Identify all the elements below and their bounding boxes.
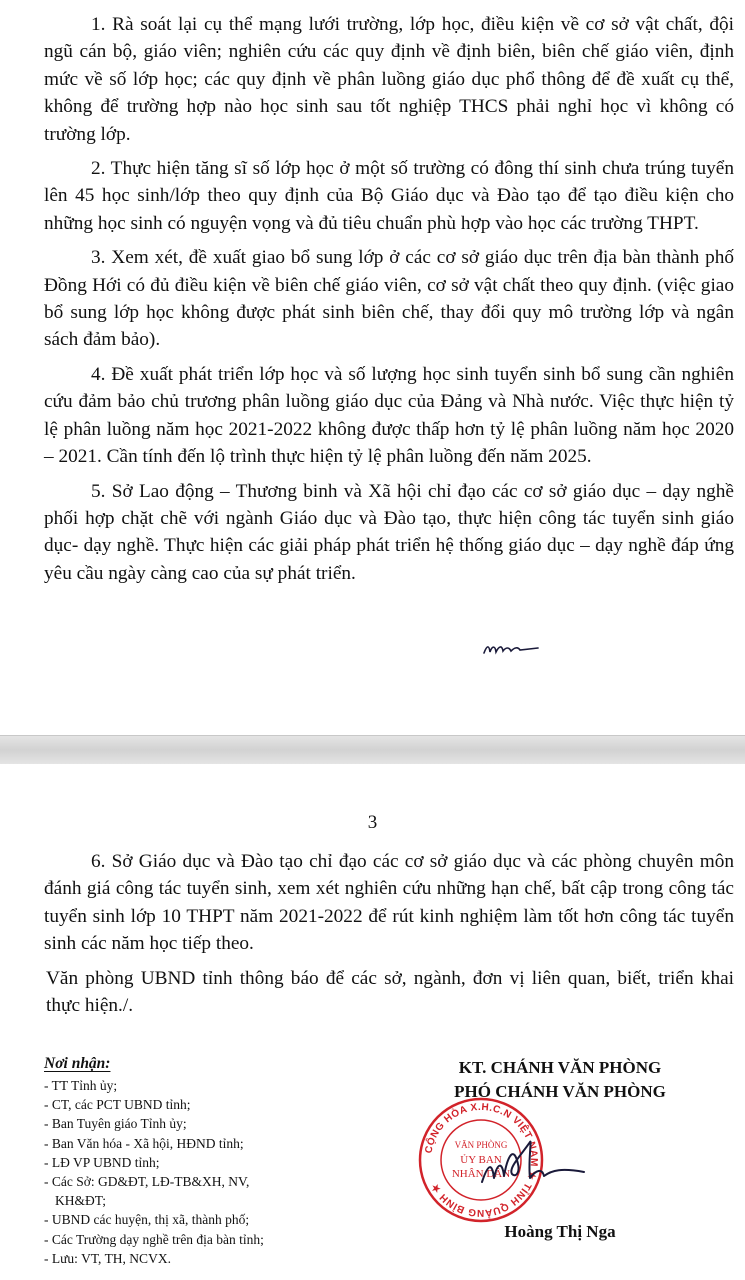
signature-title-line-1: KT. CHÁNH VĂN PHÒNG: [458, 1058, 662, 1077]
paragraph-item-1: 1. Rà soát lại cụ thể mạng lưới trường, lớp học, điều kiện về cơ sở vật chất, đội ngũ cán bộ, giáo viên; nghiên cứu các quy định về định biên, biên chế giáo viên, định mức về số lớp học; các quy định về phân luồng giáo dục phổ thông để đề xuất cụ thể, không để trường hợp nào học sinh sau tốt nghiệp THCS phải nghỉ học vì không có trường lớp.: [44, 14, 734, 145]
svg-text:ỦY BAN: ỦY BAN: [460, 1154, 502, 1166]
recipient-item: - UBND các huyện, thị xã, thành phố;: [44, 1212, 250, 1228]
initials-mark: [482, 635, 540, 659]
page1-body: [44, 11, 734, 594]
document-page-3: [0, 764, 745, 1280]
recipient-item: - LĐ VP UBND tỉnh;: [44, 1154, 160, 1170]
signature-title-line-2: PHÓ CHÁNH VĂN PHÒNG: [454, 1082, 666, 1101]
recipients-list: [44, 1054, 384, 1268]
recipient-item: - Lưu: VT, TH, NCVX.: [44, 1250, 171, 1266]
recipient-item: - Các Sở: GD&ĐT, LĐ-TB&XH, NV,: [44, 1174, 250, 1190]
paragraph-item-5: 5. Sở Lao động – Thương binh và Xã hội chỉ đạo các cơ sở giáo dục – dạy nghề phối hợp chặt chẽ với ngành Giáo dục và Đào tạo, thực hiện công tác tuyển sinh giáo dục- dạy nghề. Thực hiện các giải pháp phát triển hệ thống giáo dục – dạy nghề đáp ứng yêu cầu ngày càng cao của sự phát triển.: [44, 480, 734, 584]
recipient-item: KH&ĐT;: [55, 1193, 107, 1209]
paragraph-item-2: 2. Thực hiện tăng sĩ số lớp học ở một số trường có đông thí sinh chưa trúng tuyển lên 45 học sinh/lớp theo quy định của Bộ Giáo dục và Đào tạo để tạo điều kiện cho những học sinh có nguyện vọng và đủ tiêu chuẩn phù hợp vào học các trường THPT.: [44, 158, 734, 234]
recipient-item: - TT Tỉnh ủy;: [44, 1078, 118, 1093]
svg-text:CỘNG HÒA X.H.C.N VIỆT NAM ★ TỈ: CỘNG HÒA X.H.C.N VIỆT NAM ★ TỈNH QUẢNG BÌNH ★: [423, 1101, 540, 1219]
recipient-item: - CT, các PCT UBND tỉnh;: [44, 1097, 191, 1113]
paragraph-item-4: 4. Đề xuất phát triển lớp học và số lượng học sinh tuyển sinh bổ sung cần nghiên cứu đảm bảo chủ trương phân luồng giáo dục của Đảng và Nhà nước. Việc thực hiện tỷ lệ phân luồng năm học 2021-2022 không được thấp hơn tỷ lệ phân luồng năm học 2020 – 2021. Cần tính đến lộ trình thực hiện tỷ lệ phân luồng đến năm 2025.: [44, 363, 734, 468]
handwritten-signature: [478, 1134, 588, 1194]
closing-paragraph: Văn phòng UBND tỉnh thông báo để các sở, ngành, đơn vị liên quan, biết, triển khai thực hiện./.: [46, 967, 734, 1017]
page-number: 3: [367, 812, 378, 833]
svg-text:NHÂN DÂN: NHÂN DÂN: [451, 1168, 511, 1180]
page-separator: [0, 735, 745, 765]
recipient-item: - Ban Văn hóa - Xã hội, HĐND tỉnh;: [44, 1135, 244, 1151]
paragraph-item-3: 3. Xem xét, đề xuất giao bổ sung lớp ở các cơ sở giáo dục trên địa bàn thành phố Đồng Hới có đủ điều kiện về biên chế giáo viên, cơ sở vật chất theo quy định. (việc giao bổ sung lớp học không được phát sinh biên chế, thay đổi quy mô trường lớp và ngân sách đảm bảo).: [44, 247, 734, 351]
recipient-item: - Các Trường dạy nghề trên địa bàn tỉnh;: [44, 1231, 264, 1247]
signer-name: Hoàng Thị Nga: [504, 1222, 616, 1241]
paragraph-item-6: 6. Sở Giáo dục và Đào tạo chỉ đạo các cơ sở giáo dục và các phòng chuyên môn đánh giá công tác tuyển sinh, xem xét nghiên cứu những hạn chế, bất cập trong công tác tuyển sinh lớp 10 THPT năm 2021-2022 để rút kinh nghiệm làm tốt hơn công tác tuyển sinh các năm học tiếp theo.: [44, 851, 734, 955]
page2-body: [44, 848, 734, 1026]
recipients-title: Nơi nhận:: [44, 1055, 111, 1072]
recipient-item: - Ban Tuyên giáo Tỉnh ủy;: [44, 1116, 187, 1132]
svg-text:VĂN PHÒNG: VĂN PHÒNG: [454, 1140, 508, 1150]
